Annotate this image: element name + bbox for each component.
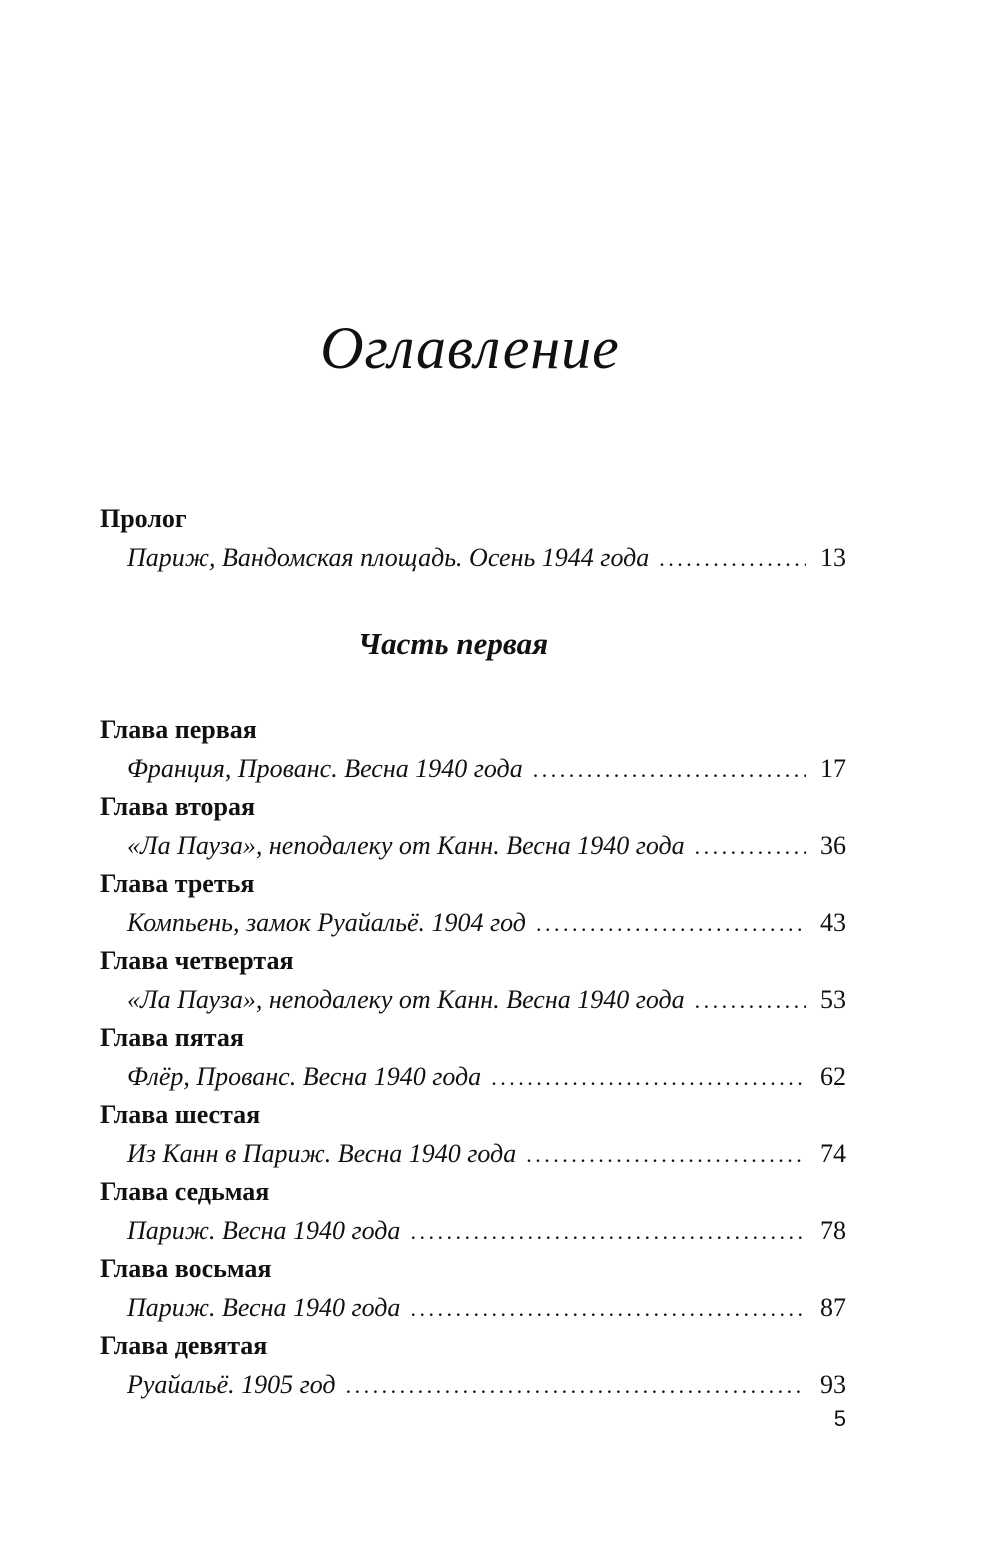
prologue-subtitle: Париж, Вандомская площадь. Осень 1944 года (127, 543, 650, 572)
chapter-heading: Глава четвертая (100, 946, 294, 975)
chapter-subtitle: «Ла Пауза», неподалеку от Канн. Весна 1940 года (127, 831, 685, 860)
chapter-page: 62 (820, 1062, 846, 1091)
chapter-entry (100, 980, 846, 1019)
chapter-entry (100, 1288, 846, 1327)
chapter-page: 36 (820, 831, 846, 860)
toc-chapter (100, 865, 846, 942)
chapter-heading: Глава седьмая (100, 1177, 270, 1206)
chapter-page: 87 (820, 1293, 846, 1322)
chapter-heading: Глава шестая (100, 1100, 261, 1129)
chapter-entry (100, 749, 846, 788)
part-title: Часть первая (357, 626, 549, 661)
chapter-page: 53 (820, 985, 846, 1014)
chapter-subtitle: Франция, Прованс. Весна 1940 года (127, 754, 523, 783)
chapter-entry (100, 1134, 846, 1173)
chapter-entry (100, 826, 846, 865)
dot-leader (410, 1289, 806, 1328)
chapter-page: 78 (820, 1216, 846, 1245)
chapter-heading: Глава вторая (100, 792, 256, 821)
chapter-page: 93 (820, 1370, 846, 1399)
chapter-entry (100, 903, 846, 942)
dot-leader (410, 1212, 806, 1251)
chapter-subtitle: Париж. Весна 1940 года (127, 1216, 401, 1245)
chapter-page: 74 (820, 1139, 846, 1168)
chapter-subtitle: Компьень, замок Руайальё. 1904 год (127, 908, 526, 937)
prologue-heading: Пролог (100, 504, 187, 533)
prologue-page: 13 (820, 543, 846, 572)
chapter-heading: Глава третья (100, 869, 255, 898)
toc-chapter (100, 942, 846, 1019)
page-number: 5 (833, 1406, 846, 1431)
toc-chapter (100, 788, 846, 865)
dot-leader (695, 827, 806, 866)
toc-chapter (100, 1019, 846, 1096)
chapter-heading: Глава пятая (100, 1023, 244, 1052)
dot-leader (695, 981, 806, 1020)
dot-leader (536, 904, 806, 943)
chapter-subtitle: Флёр, Прованс. Весна 1940 года (127, 1062, 482, 1091)
toc-title: Оглавление (320, 315, 620, 381)
dot-leader (491, 1058, 806, 1097)
chapter-entry (100, 1365, 846, 1404)
dot-leader (659, 539, 806, 578)
chapter-entry (100, 1057, 846, 1096)
chapter-heading: Глава девятая (100, 1331, 268, 1360)
prologue-entry (100, 538, 846, 577)
chapter-heading: Глава первая (100, 715, 257, 744)
toc-chapter (100, 1250, 846, 1327)
chapter-subtitle: Руайальё. 1905 год (127, 1370, 336, 1399)
chapter-page: 17 (820, 754, 846, 783)
dot-leader (346, 1366, 806, 1405)
chapter-subtitle: Париж. Весна 1940 года (127, 1293, 401, 1322)
toc-chapter (100, 1327, 846, 1404)
chapter-subtitle: Из Канн в Париж. Весна 1940 года (127, 1139, 517, 1168)
chapter-entry (100, 1211, 846, 1250)
dot-leader (533, 750, 806, 789)
toc-chapter (100, 1173, 846, 1250)
toc-chapter (100, 711, 846, 788)
toc-prologue (100, 500, 846, 577)
chapter-page: 43 (820, 908, 846, 937)
toc-chapter (100, 1096, 846, 1173)
table-of-contents (100, 500, 846, 1404)
chapter-list (100, 711, 846, 1404)
chapter-heading: Глава восьмая (100, 1254, 272, 1283)
dot-leader (526, 1135, 806, 1174)
chapter-subtitle: «Ла Пауза», неподалеку от Канн. Весна 1940 года (127, 985, 685, 1014)
